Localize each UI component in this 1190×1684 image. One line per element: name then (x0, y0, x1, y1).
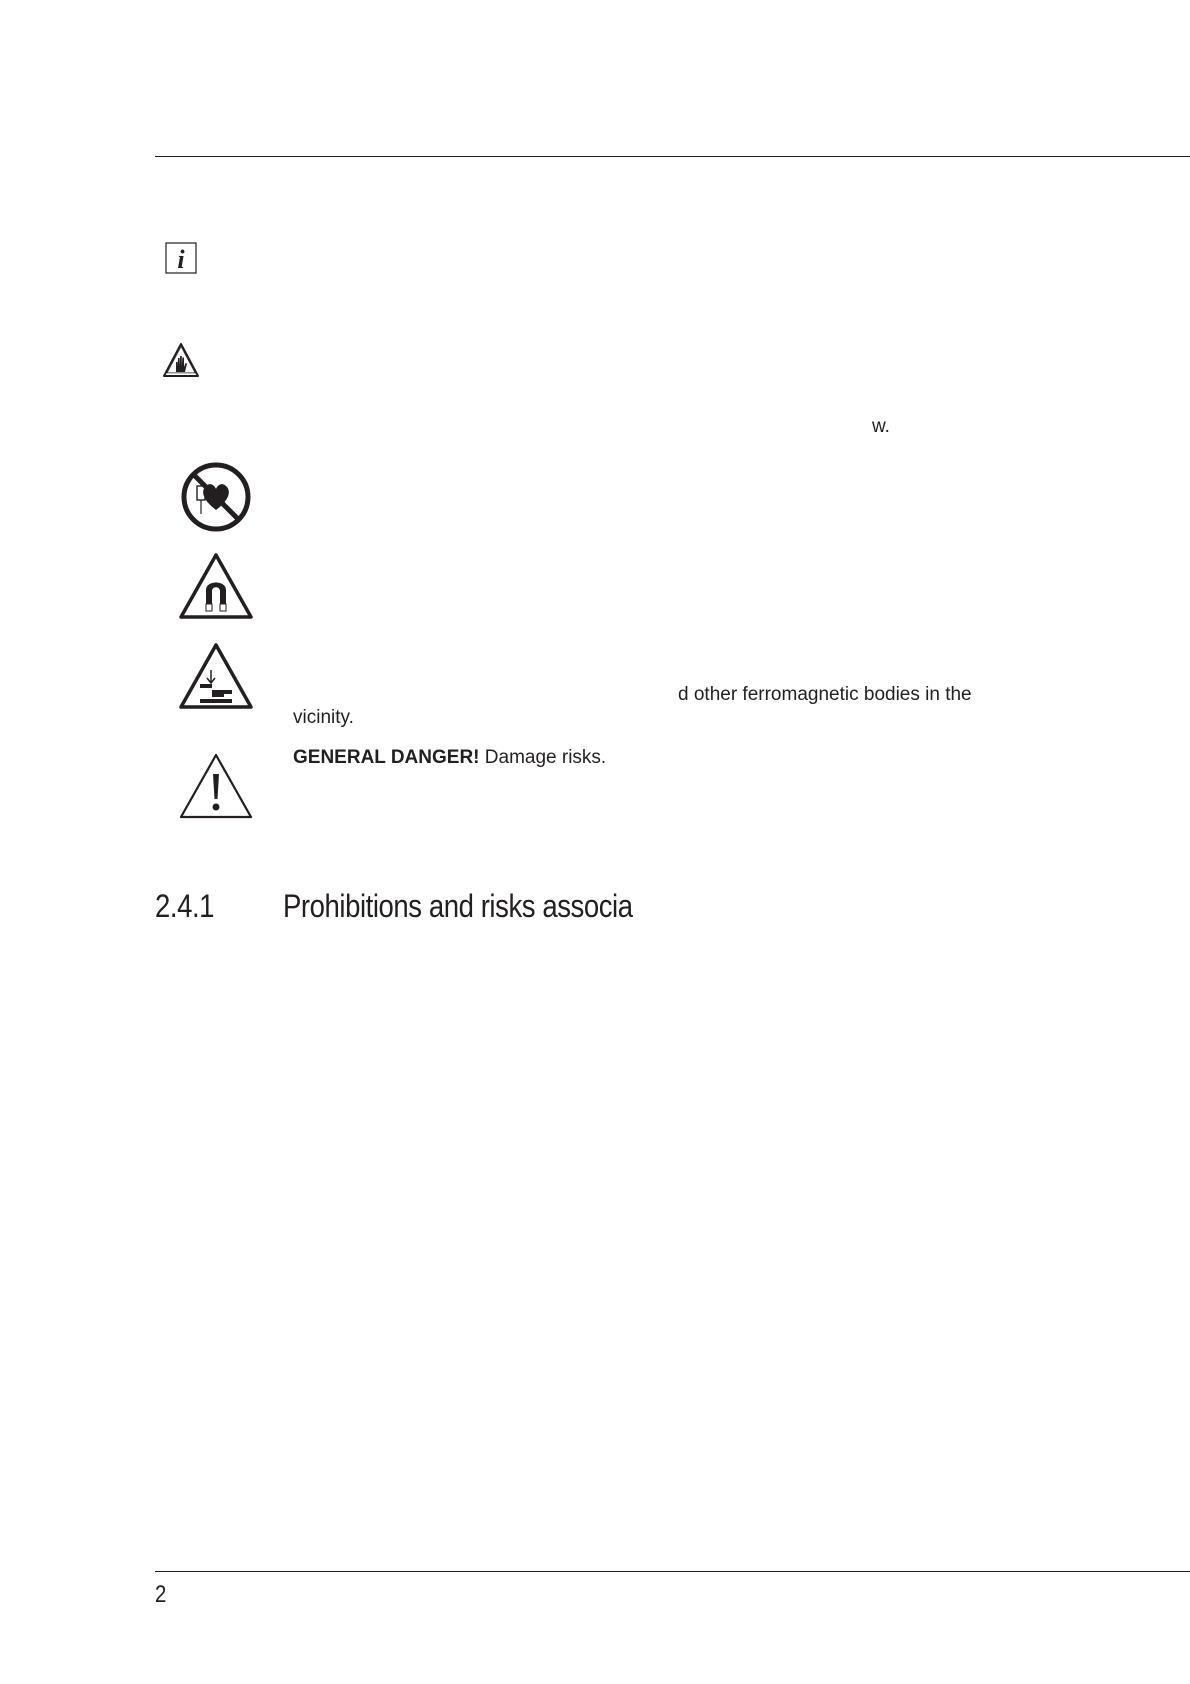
magnetic-field-icon (178, 552, 254, 620)
info-icon (165, 242, 197, 274)
general-danger-icon (178, 752, 254, 820)
section-title: Prohibitions and risks associa (283, 888, 633, 924)
general-danger-text (293, 746, 606, 770)
general-danger-label: GENERAL DANGER! (293, 747, 480, 768)
section-number: 2.4.1 (155, 888, 215, 924)
no-pacemaker-icon (181, 462, 251, 532)
general-danger-description: Damage risks. (479, 747, 607, 768)
ferromagnetic-text-line1: d other ferromagnetic bodies in the (678, 684, 972, 705)
page-number: 2 (155, 1581, 167, 1608)
crushing-hazard-icon (178, 642, 254, 710)
footer-rule (155, 1571, 1190, 1572)
ferromagnetic-text-line2: vicinity. (293, 707, 354, 728)
hand-warning-icon (162, 342, 200, 378)
header-rule (155, 156, 1190, 157)
svg-text:i: i (177, 245, 185, 274)
text-fragment-w: w. (872, 416, 890, 437)
